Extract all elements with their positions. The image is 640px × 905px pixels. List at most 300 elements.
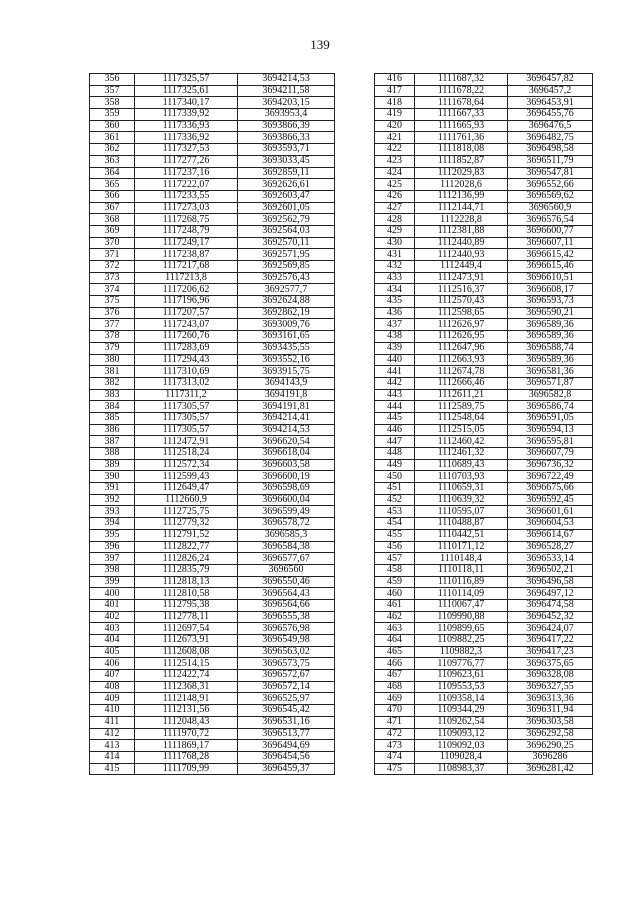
x-coordinate-cell: 1112649,47: [135, 483, 238, 495]
point-number-cell: 359: [90, 109, 135, 121]
y-coordinate-cell: 3696573,75: [238, 658, 335, 670]
point-number-cell: 405: [90, 646, 135, 658]
y-coordinate-cell: 3696459,37: [238, 763, 335, 775]
y-coordinate-cell: 3696455,76: [508, 109, 593, 121]
table-row: [375, 471, 593, 483]
x-coordinate-cell: 1117248,79: [135, 225, 238, 237]
point-number-cell: 394: [90, 518, 135, 530]
table-row: [90, 751, 335, 763]
x-coordinate-cell: 1112381,88: [415, 225, 508, 237]
table-row: [90, 132, 335, 144]
y-coordinate-cell: 3693866,39: [238, 120, 335, 132]
point-number-cell: 368: [90, 214, 135, 226]
x-coordinate-cell: 1112029,83: [415, 167, 508, 179]
y-coordinate-cell: 3696474,58: [508, 599, 593, 611]
x-coordinate-cell: 1109882,3: [415, 646, 508, 658]
y-coordinate-cell: 3696615,42: [508, 249, 593, 261]
table-row: [90, 261, 335, 273]
table-row: [375, 389, 593, 401]
table-row: [375, 120, 593, 132]
y-coordinate-cell: 3696614,67: [508, 529, 593, 541]
x-coordinate-cell: 1109623,61: [415, 670, 508, 682]
y-coordinate-cell: 3696552,66: [508, 179, 593, 191]
x-coordinate-cell: 1111665,93: [415, 120, 508, 132]
table-row: [375, 109, 593, 121]
point-number-cell: 393: [90, 506, 135, 518]
table-row: [90, 448, 335, 460]
y-coordinate-cell: 3696601,61: [508, 506, 593, 518]
point-number-cell: 372: [90, 261, 135, 273]
x-coordinate-cell: 1112725,75: [135, 506, 238, 518]
x-coordinate-cell: 1117336,93: [135, 120, 238, 132]
point-number-cell: 380: [90, 354, 135, 366]
table-row: [90, 576, 335, 588]
point-number-cell: 370: [90, 237, 135, 249]
point-number-cell: 417: [375, 85, 415, 97]
y-coordinate-cell: 3696736,32: [508, 459, 593, 471]
point-number-cell: 419: [375, 109, 415, 121]
x-coordinate-cell: 1112136,99: [415, 190, 508, 202]
x-coordinate-cell: 1108983,37: [415, 763, 508, 775]
x-coordinate-cell: 1110595,07: [415, 506, 508, 518]
point-number-cell: 425: [375, 179, 415, 191]
table-row: [375, 237, 593, 249]
y-coordinate-cell: 3696584,38: [238, 541, 335, 553]
point-number-cell: 457: [375, 553, 415, 565]
y-coordinate-cell: 3696572,67: [238, 670, 335, 682]
table-row: [90, 331, 335, 343]
point-number-cell: 374: [90, 284, 135, 296]
point-number-cell: 474: [375, 751, 415, 763]
point-number-cell: 363: [90, 155, 135, 167]
table-row: [90, 155, 335, 167]
point-number-cell: 396: [90, 541, 135, 553]
table-row: [375, 85, 593, 97]
y-coordinate-cell: 3696607,11: [508, 237, 593, 249]
x-coordinate-cell: 1112148,91: [135, 693, 238, 705]
point-number-cell: 465: [375, 646, 415, 658]
y-coordinate-cell: 3696545,42: [238, 705, 335, 717]
point-number-cell: 362: [90, 144, 135, 156]
point-number-cell: 412: [90, 728, 135, 740]
table-row: [90, 225, 335, 237]
table-row: [375, 284, 593, 296]
point-number-cell: 432: [375, 261, 415, 273]
x-coordinate-cell: 1110067,47: [415, 599, 508, 611]
point-number-cell: 473: [375, 740, 415, 752]
table-row: [90, 471, 335, 483]
table-row: [90, 705, 335, 717]
x-coordinate-cell: 1112599,43: [135, 471, 238, 483]
y-coordinate-cell: 3692862,19: [238, 307, 335, 319]
y-coordinate-cell: 3696533,14: [508, 553, 593, 565]
y-coordinate-cell: 3696550,46: [238, 576, 335, 588]
point-number-cell: 356: [90, 74, 135, 86]
y-coordinate-cell: 3696594,13: [508, 424, 593, 436]
table-row: [375, 518, 593, 530]
x-coordinate-cell: 1112572,34: [135, 459, 238, 471]
x-coordinate-cell: 1112472,91: [135, 436, 238, 448]
table-row: [90, 483, 335, 495]
x-coordinate-cell: 1112611,21: [415, 389, 508, 401]
y-coordinate-cell: 3692601,05: [238, 202, 335, 214]
y-coordinate-cell: 3694203,15: [238, 97, 335, 109]
table-row: [90, 74, 335, 86]
x-coordinate-cell: 1111678,64: [415, 97, 508, 109]
y-coordinate-cell: 3692562,79: [238, 214, 335, 226]
y-coordinate-cell: 3696424,07: [508, 623, 593, 635]
y-coordinate-cell: 3696417,22: [508, 635, 593, 647]
table-row: [90, 670, 335, 682]
point-number-cell: 470: [375, 705, 415, 717]
y-coordinate-cell: 3692626,61: [238, 179, 335, 191]
x-coordinate-cell: 1111818,08: [415, 144, 508, 156]
x-coordinate-cell: 1110639,32: [415, 494, 508, 506]
table-row: [90, 190, 335, 202]
y-coordinate-cell: 3696454,56: [238, 751, 335, 763]
table-row: [375, 611, 593, 623]
y-coordinate-cell: 3696547,81: [508, 167, 593, 179]
x-coordinate-cell: 1112608,08: [135, 646, 238, 658]
table-row: [90, 249, 335, 261]
y-coordinate-cell: 3696290,25: [508, 740, 593, 752]
y-coordinate-cell: 3696604,53: [508, 518, 593, 530]
point-number-cell: 382: [90, 377, 135, 389]
y-coordinate-cell: 3696610,51: [508, 272, 593, 284]
y-coordinate-cell: 3696292,58: [508, 728, 593, 740]
table-row: [90, 728, 335, 740]
point-number-cell: 390: [90, 471, 135, 483]
table-row: [90, 518, 335, 530]
point-number-cell: 450: [375, 471, 415, 483]
y-coordinate-cell: 3692564,03: [238, 225, 335, 237]
table-row: [90, 494, 335, 506]
table-row: [90, 599, 335, 611]
x-coordinate-cell: 1112518,24: [135, 448, 238, 460]
y-coordinate-cell: 3694214,53: [238, 74, 335, 86]
x-coordinate-cell: 1117260,76: [135, 331, 238, 343]
point-number-cell: 395: [90, 529, 135, 541]
table-row: [375, 190, 593, 202]
x-coordinate-cell: 1112791,52: [135, 529, 238, 541]
point-number-cell: 451: [375, 483, 415, 495]
table-row: [375, 401, 593, 413]
table-row: [90, 354, 335, 366]
table-row: [375, 74, 593, 86]
table-row: [90, 646, 335, 658]
table-row: [90, 553, 335, 565]
table-row: [90, 763, 335, 775]
point-number-cell: 435: [375, 296, 415, 308]
y-coordinate-cell: 3696620,54: [238, 436, 335, 448]
x-coordinate-cell: 1117206,62: [135, 284, 238, 296]
y-coordinate-cell: 3696592,45: [508, 494, 593, 506]
y-coordinate-cell: 3696615,46: [508, 261, 593, 273]
y-coordinate-cell: 3696452,32: [508, 611, 593, 623]
point-number-cell: 373: [90, 272, 135, 284]
x-coordinate-cell: 1117327,53: [135, 144, 238, 156]
x-coordinate-cell: 1110116,89: [415, 576, 508, 588]
table-row: [90, 436, 335, 448]
point-number-cell: 392: [90, 494, 135, 506]
x-coordinate-cell: 1109262,54: [415, 716, 508, 728]
x-coordinate-cell: 1112131,56: [135, 705, 238, 717]
table-row: [90, 120, 335, 132]
point-number-cell: 468: [375, 681, 415, 693]
table-row: [90, 588, 335, 600]
x-coordinate-cell: 1111768,28: [135, 751, 238, 763]
point-number-cell: 365: [90, 179, 135, 191]
y-coordinate-cell: 3696585,3: [238, 529, 335, 541]
point-number-cell: 369: [90, 225, 135, 237]
table-row: [375, 167, 593, 179]
y-coordinate-cell: 3692570,11: [238, 237, 335, 249]
point-number-cell: 409: [90, 693, 135, 705]
x-coordinate-cell: 1111761,36: [415, 132, 508, 144]
y-coordinate-cell: 3696595,81: [508, 436, 593, 448]
y-coordinate-cell: 3696511,79: [508, 155, 593, 167]
point-number-cell: 420: [375, 120, 415, 132]
x-coordinate-cell: 1117268,75: [135, 214, 238, 226]
x-coordinate-cell: 1109093,12: [415, 728, 508, 740]
point-number-cell: 404: [90, 635, 135, 647]
y-coordinate-cell: 3696571,87: [508, 377, 593, 389]
y-coordinate-cell: 3694143,9: [238, 377, 335, 389]
x-coordinate-cell: 1117339,92: [135, 109, 238, 121]
point-number-cell: 461: [375, 599, 415, 611]
x-coordinate-cell: 1110171,12: [415, 541, 508, 553]
table-row: [90, 167, 335, 179]
table-row: [375, 307, 593, 319]
y-coordinate-cell: 3694214,53: [238, 424, 335, 436]
x-coordinate-cell: 1112778,11: [135, 611, 238, 623]
point-number-cell: 377: [90, 319, 135, 331]
x-coordinate-cell: 1110148,4: [415, 553, 508, 565]
table-row: [375, 635, 593, 647]
y-coordinate-cell: 3696607,79: [508, 448, 593, 460]
point-number-cell: 387: [90, 436, 135, 448]
x-coordinate-cell: 1109990,88: [415, 611, 508, 623]
x-coordinate-cell: 1112810,58: [135, 588, 238, 600]
point-number-cell: 426: [375, 190, 415, 202]
x-coordinate-cell: 1110689,43: [415, 459, 508, 471]
y-coordinate-cell: 3696528,27: [508, 541, 593, 553]
y-coordinate-cell: 3696603,58: [238, 459, 335, 471]
table-row: [375, 763, 593, 775]
point-number-cell: 449: [375, 459, 415, 471]
table-row: [90, 109, 335, 121]
y-coordinate-cell: 3696303,58: [508, 716, 593, 728]
point-number-cell: 410: [90, 705, 135, 717]
x-coordinate-cell: 1112228,8: [415, 214, 508, 226]
y-coordinate-cell: 3692603,47: [238, 190, 335, 202]
x-coordinate-cell: 1111709,99: [135, 763, 238, 775]
x-coordinate-cell: 1117283,69: [135, 342, 238, 354]
table-row: [375, 366, 593, 378]
point-number-cell: 454: [375, 518, 415, 530]
table-row: [90, 377, 335, 389]
table-row: [90, 296, 335, 308]
table-row: [90, 85, 335, 97]
table-row: [375, 693, 593, 705]
y-coordinate-cell: 3696577,67: [238, 553, 335, 565]
point-number-cell: 383: [90, 389, 135, 401]
x-coordinate-cell: 1117217,68: [135, 261, 238, 273]
y-coordinate-cell: 3696586,74: [508, 401, 593, 413]
x-coordinate-cell: 1110703,93: [415, 471, 508, 483]
y-coordinate-cell: 3696496,58: [508, 576, 593, 588]
x-coordinate-cell: 1111869,17: [135, 740, 238, 752]
x-coordinate-cell: 1112548,64: [415, 412, 508, 424]
table-row: [375, 740, 593, 752]
table-row: [90, 681, 335, 693]
table-row: [375, 670, 593, 682]
y-coordinate-cell: 3696498,58: [508, 144, 593, 156]
table-row: [375, 728, 593, 740]
y-coordinate-cell: 3696375,65: [508, 658, 593, 670]
table-row: [375, 261, 593, 273]
y-coordinate-cell: 3696675,66: [508, 483, 593, 495]
x-coordinate-cell: 1112626,97: [415, 319, 508, 331]
table-row: [375, 646, 593, 658]
x-coordinate-cell: 1109899,65: [415, 623, 508, 635]
x-coordinate-cell: 1112660,9: [135, 494, 238, 506]
table-row: [375, 658, 593, 670]
x-coordinate-cell: 1112663,93: [415, 354, 508, 366]
x-coordinate-cell: 1112515,05: [415, 424, 508, 436]
table-row: [375, 494, 593, 506]
x-coordinate-cell: 1109553,53: [415, 681, 508, 693]
y-coordinate-cell: 3696560: [238, 564, 335, 576]
y-coordinate-cell: 3696476,5: [508, 120, 593, 132]
table-row: [90, 693, 335, 705]
point-number-cell: 472: [375, 728, 415, 740]
y-coordinate-cell: 3694191,81: [238, 401, 335, 413]
x-coordinate-cell: 1117325,57: [135, 74, 238, 86]
point-number-cell: 379: [90, 342, 135, 354]
point-number-cell: 463: [375, 623, 415, 635]
point-number-cell: 441: [375, 366, 415, 378]
x-coordinate-cell: 1112461,32: [415, 448, 508, 460]
table-row: [90, 635, 335, 647]
point-number-cell: 386: [90, 424, 135, 436]
x-coordinate-cell: 1109882,25: [415, 635, 508, 647]
x-coordinate-cell: 1117238,87: [135, 249, 238, 261]
y-coordinate-cell: 3696600,77: [508, 225, 593, 237]
point-number-cell: 391: [90, 483, 135, 495]
table-row: [90, 272, 335, 284]
y-coordinate-cell: 3696576,98: [238, 623, 335, 635]
point-number-cell: 418: [375, 97, 415, 109]
point-number-cell: 397: [90, 553, 135, 565]
x-coordinate-cell: 1112460,42: [415, 436, 508, 448]
table-row: [90, 284, 335, 296]
y-coordinate-cell: 3696531,16: [238, 716, 335, 728]
table-row: [375, 424, 593, 436]
point-number-cell: 413: [90, 740, 135, 752]
x-coordinate-cell: 1112368,31: [135, 681, 238, 693]
point-number-cell: 399: [90, 576, 135, 588]
y-coordinate-cell: 3696598,69: [238, 483, 335, 495]
table-row: [90, 366, 335, 378]
table-row: [375, 705, 593, 717]
x-coordinate-cell: 1109028,4: [415, 751, 508, 763]
table-row: [375, 412, 593, 424]
y-coordinate-cell: 3696582,8: [508, 389, 593, 401]
x-coordinate-cell: 1117310,69: [135, 366, 238, 378]
y-coordinate-cell: 3696281,42: [508, 763, 593, 775]
table-row: [375, 448, 593, 460]
point-number-cell: 462: [375, 611, 415, 623]
x-coordinate-cell: 1110114,09: [415, 588, 508, 600]
y-coordinate-cell: 3696549,98: [238, 635, 335, 647]
x-coordinate-cell: 1117222,07: [135, 179, 238, 191]
x-coordinate-cell: 1112666,46: [415, 377, 508, 389]
x-coordinate-cell: 1112779,32: [135, 518, 238, 530]
y-coordinate-cell: 3696560,9: [508, 202, 593, 214]
x-coordinate-cell: 1117243,07: [135, 319, 238, 331]
point-number-cell: 402: [90, 611, 135, 623]
table-row: [375, 506, 593, 518]
table-row: [90, 541, 335, 553]
point-number-cell: 440: [375, 354, 415, 366]
y-coordinate-cell: 3696564,66: [238, 599, 335, 611]
y-coordinate-cell: 3694211,58: [238, 85, 335, 97]
point-number-cell: 446: [375, 424, 415, 436]
point-number-cell: 360: [90, 120, 135, 132]
point-number-cell: 436: [375, 307, 415, 319]
point-number-cell: 458: [375, 564, 415, 576]
y-coordinate-cell: 3696497,12: [508, 588, 593, 600]
coordinates-table-left: [89, 73, 335, 775]
y-coordinate-cell: 3696578,72: [238, 518, 335, 530]
point-number-cell: 455: [375, 529, 415, 541]
point-number-cell: 428: [375, 214, 415, 226]
table-row: [375, 225, 593, 237]
y-coordinate-cell: 3692577,7: [238, 284, 335, 296]
x-coordinate-cell: 1117325,61: [135, 85, 238, 97]
table-row: [90, 716, 335, 728]
table-row: [375, 599, 593, 611]
x-coordinate-cell: 1112048,43: [135, 716, 238, 728]
x-coordinate-cell: 1117249,17: [135, 237, 238, 249]
table-row: [375, 272, 593, 284]
x-coordinate-cell: 1117237,16: [135, 167, 238, 179]
point-number-cell: 358: [90, 97, 135, 109]
y-coordinate-cell: 3696563,02: [238, 646, 335, 658]
y-coordinate-cell: 3696593,73: [508, 296, 593, 308]
x-coordinate-cell: 1117305,57: [135, 424, 238, 436]
x-coordinate-cell: 1110442,51: [415, 529, 508, 541]
table-row: [90, 658, 335, 670]
x-coordinate-cell: 1110659,31: [415, 483, 508, 495]
y-coordinate-cell: 3696589,36: [508, 354, 593, 366]
table-row: [90, 740, 335, 752]
x-coordinate-cell: 1112440,93: [415, 249, 508, 261]
table-row: [375, 144, 593, 156]
table-row: [90, 389, 335, 401]
table-row: [375, 202, 593, 214]
table-row: [375, 588, 593, 600]
y-coordinate-cell: 3696502,21: [508, 564, 593, 576]
table-row: [375, 97, 593, 109]
point-number-cell: 415: [90, 763, 135, 775]
point-number-cell: 427: [375, 202, 415, 214]
y-coordinate-cell: 3693552,16: [238, 354, 335, 366]
x-coordinate-cell: 1112028,6: [415, 179, 508, 191]
point-number-cell: 475: [375, 763, 415, 775]
point-number-cell: 357: [90, 85, 135, 97]
